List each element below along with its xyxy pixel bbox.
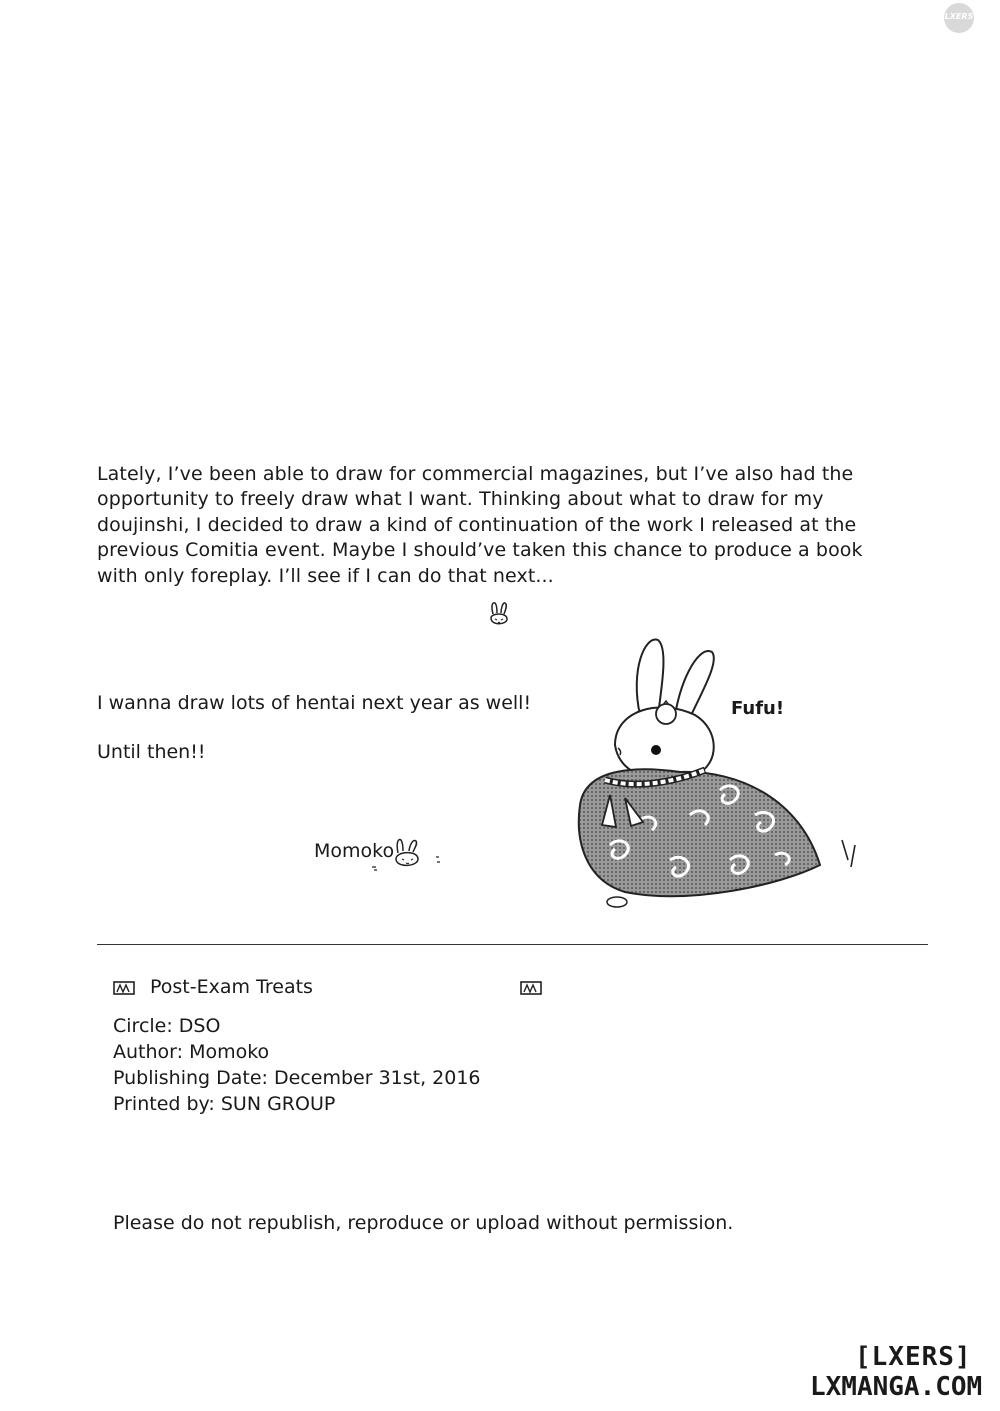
colophon-author: Author: Momoko <box>113 1041 270 1063</box>
signature: Momoko <box>314 840 395 862</box>
afterword-line: with only foreplay. I’ll see if I can do that next... <box>97 564 554 587</box>
until-then-text: Until then!! <box>97 741 206 763</box>
book-title: Post-Exam Treats <box>150 976 313 998</box>
rabbit-illustration <box>570 630 870 915</box>
watermark-bracket: [LXERS] <box>855 1342 972 1372</box>
colophon-publishing-date: Publishing Date: December 31st, 2016 <box>113 1067 481 1089</box>
colophon-circle: Circle: DSO <box>113 1015 221 1037</box>
next-year-text: I wanna draw lots of hentai next year as well! <box>97 692 532 714</box>
afterword-line: Lately, I’ve been able to draw for commercial magazines, but I’ve also had the <box>97 463 854 485</box>
book-mark-icon <box>520 980 542 996</box>
rabbit-speech: Fufu! <box>731 698 785 719</box>
copyright-notice: Please do not republish, reproduce or upload without permission. <box>113 1212 734 1234</box>
afterword-line: previous Comitia event. Maybe I should’ve taken this chance to produce a book <box>97 539 863 562</box>
book-mark-icon <box>113 980 135 996</box>
watermark-badge <box>944 3 974 33</box>
watermark-site: LXMANGA.COM <box>810 1372 983 1402</box>
afterword-paragraph <box>97 462 863 589</box>
afterword-line: opportunity to freely draw what I want. Thinking about what to draw for my <box>97 488 824 511</box>
watermark-badge-text: LXERS <box>944 12 974 21</box>
rabbit-doodle-icon <box>486 600 512 630</box>
afterword-line: doujinshi, I decided to draw a kind of continuation of the work I released at the <box>97 513 857 536</box>
colophon-divider <box>97 944 928 945</box>
colophon-printer: Printed by: SUN GROUP <box>113 1093 336 1115</box>
signature-rabbit-icon <box>366 835 446 875</box>
